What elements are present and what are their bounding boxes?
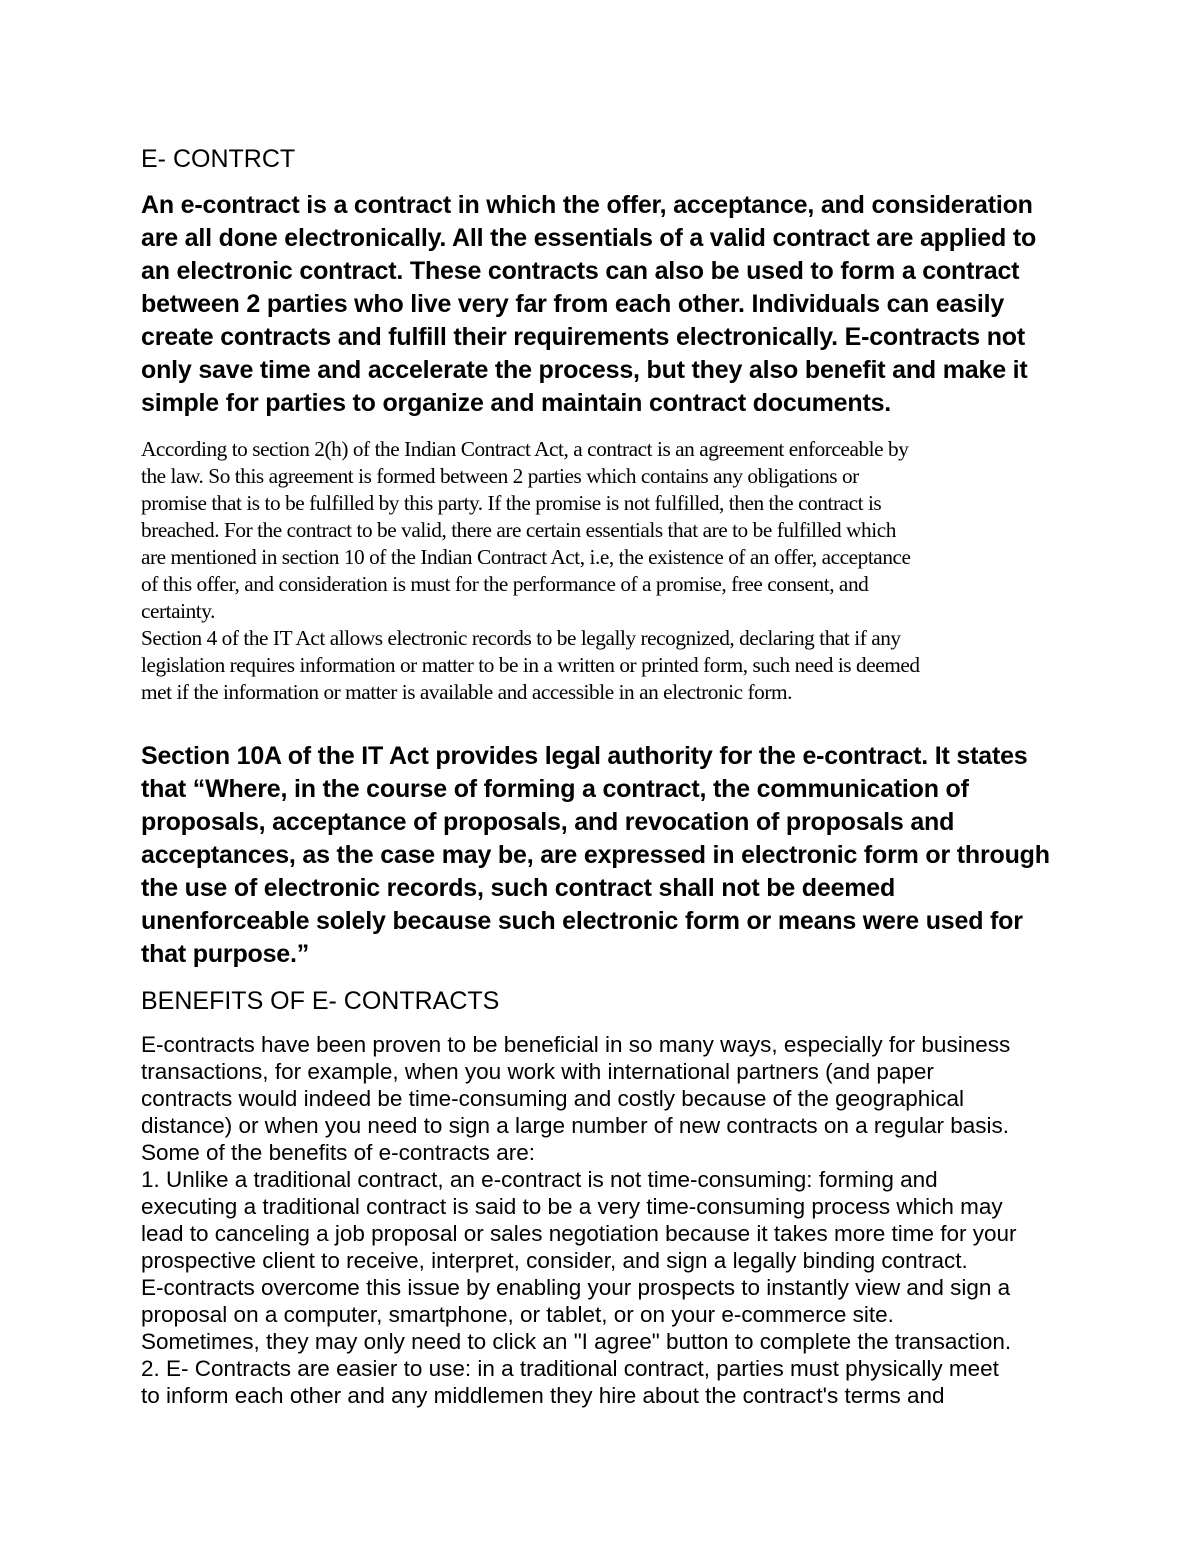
benefits-line: distance) or when you need to sign a large number of new contracts on a regular basis. xyxy=(141,1113,1009,1138)
section-10a-line: Section 10A of the IT Act provides legal authority for the e-contract. It states xyxy=(141,742,1028,770)
section-2h-line: According to section 2(h) of the Indian Contract Act, a contract is an agreement enforceable by xyxy=(141,437,909,461)
section-4-paragraph xyxy=(141,625,1066,706)
benefits-line: Some of the benefits of e-contracts are: xyxy=(141,1140,535,1165)
section-10a-line: acceptances, as the case may be, are expressed in electronic form or through xyxy=(141,841,1050,869)
section-2h-paragraph xyxy=(141,436,1066,625)
section-2h-line: promise that is to be fulfilled by this party. If the promise is not fulfilled, then the contract is xyxy=(141,491,882,515)
intro-line: between 2 parties who live very far from each other. Individuals can easily xyxy=(141,290,1005,318)
section-2h-line: are mentioned in section 10 of the Indian Contract Act, i.e, the existence of an offer, acceptance xyxy=(141,545,911,569)
section-10a-line: unenforceable solely because such electronic form or means were used for xyxy=(141,907,1023,935)
section-2h-line: certainty. xyxy=(141,599,215,623)
intro-line: simple for parties to organize and maintain contract documents. xyxy=(141,389,892,417)
benefits-line: E-contracts have been proven to be beneficial in so many ways, especially for business xyxy=(141,1032,1011,1057)
document-page xyxy=(141,143,1066,1409)
intro-line: only save time and accelerate the process, but they also benefit and make it xyxy=(141,356,1028,384)
benefits-line: prospective client to receive, interpret, consider, and sign a legally binding contract. xyxy=(141,1248,968,1273)
intro-line: are all done electronically. All the essentials of a valid contract are applied to xyxy=(141,224,1037,252)
benefits-line: 1. Unlike a traditional contract, an e-contract is not time-consuming: forming and xyxy=(141,1167,938,1192)
benefits-heading: BENEFITS OF E- CONTRACTS xyxy=(141,987,500,1015)
intro-line: create contracts and fulfill their requirements electronically. E-contracts not xyxy=(141,323,1025,351)
benefits-line: transactions, for example, when you work with international partners (and paper xyxy=(141,1059,934,1084)
document-title: E- CONTRCT xyxy=(141,145,296,173)
intro-line: An e-contract is a contract in which the offer, acceptance, and consideration xyxy=(141,191,1033,219)
intro-paragraph xyxy=(141,189,1066,420)
section-10a-paragraph xyxy=(141,740,1066,971)
section-4-line: met if the information or matter is available and accessible in an electronic form. xyxy=(141,680,792,704)
section-2h-line: breached. For the contract to be valid, there are certain essentials that are to be fulfilled which xyxy=(141,518,896,542)
section-10a-line: proposals, acceptance of proposals, and revocation of proposals and xyxy=(141,808,955,836)
intro-line: an electronic contract. These contracts can also be used to form a contract xyxy=(141,257,1020,285)
section-2h-line: the law. So this agreement is formed between 2 parties which contains any obligations or xyxy=(141,464,859,488)
section-10a-line: that “Where, in the course of forming a contract, the communication of xyxy=(141,775,969,803)
benefits-line: executing a traditional contract is said to be a very time-consuming process which may xyxy=(141,1194,1003,1219)
benefits-line: contracts would indeed be time-consuming and costly because of the geographical xyxy=(141,1086,964,1111)
benefits-line: E-contracts overcome this issue by enabling your prospects to instantly view and sign a xyxy=(141,1275,1011,1300)
benefits-line: proposal on a computer, smartphone, or tablet, or on your e-commerce site. xyxy=(141,1302,894,1327)
section-10a-line: that purpose.” xyxy=(141,940,310,968)
section-4-line: Section 4 of the IT Act allows electronic records to be legally recognized, declaring that if any xyxy=(141,626,901,650)
section-2h-line: of this offer, and consideration is must for the performance of a promise, free consent, and xyxy=(141,572,869,596)
section-10a-line: the use of electronic records, such contract shall not be deemed xyxy=(141,874,896,902)
benefits-line: to inform each other and any middlemen they hire about the contract's terms and xyxy=(141,1383,945,1408)
benefits-line: 2. E- Contracts are easier to use: in a traditional contract, parties must physically meet xyxy=(141,1356,999,1381)
section-4-line: legislation requires information or matter to be in a written or printed form, such need is deemed xyxy=(141,653,920,677)
benefits-paragraph xyxy=(141,1031,1066,1409)
benefits-line: Sometimes, they may only need to click an "I agree" button to complete the transaction. xyxy=(141,1329,1012,1354)
benefits-line: lead to canceling a job proposal or sales negotiation because it takes more time for your xyxy=(141,1221,1017,1246)
